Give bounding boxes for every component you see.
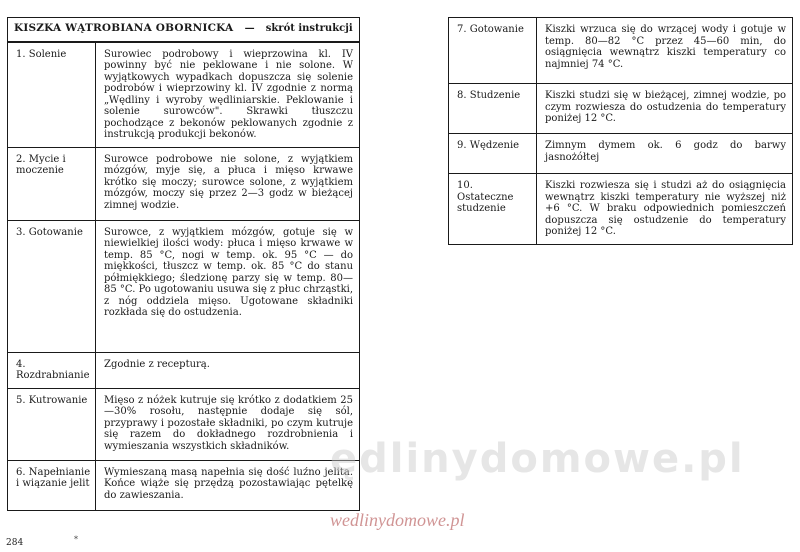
table-row xyxy=(449,134,793,174)
step-name-cell xyxy=(449,84,537,134)
step-name: Gotowanie xyxy=(469,24,524,35)
step-number: 8. xyxy=(457,90,467,101)
step-description: Surowce podrobowe nie solone, z wyjątkiem mózgów, myje się, a płuca i mięso krwawe krótko się moczy; surowce solone, z wyjątkiem mózgów, moczy się przez 2—3 godz w bieżącej zimnej wodzie. xyxy=(96,147,360,220)
page-mark: * xyxy=(74,535,78,544)
step-name: Gotowanie xyxy=(28,226,83,238)
table-row xyxy=(8,42,360,148)
table-row xyxy=(8,220,360,352)
title-dash: — xyxy=(244,23,255,34)
step-description: Kiszki rozwiesza się i studzi aż do osiągnięcia wewnątrz kiszki temperatury nie wyższej niż +6 °C. W braku odpowiednich pomieszczeń dopuszcza się ostudzenie do temperatury poniżej 12 °C. xyxy=(537,174,793,245)
instruction-table-right xyxy=(448,17,793,245)
step-number: 2. xyxy=(16,153,26,165)
step-number: 9. xyxy=(457,140,467,151)
step-number: 1. xyxy=(16,48,26,60)
step-name: Napełnianie i wiązanie jelit xyxy=(16,466,91,489)
step-name: Mycie i moczenie xyxy=(16,153,66,176)
document-subtitle: skrót instrukcji xyxy=(265,23,353,34)
step-number: 3. xyxy=(16,226,26,238)
step-name: Rozdrabnianie xyxy=(16,370,90,381)
watermark-large: ędlinydomowe.pl xyxy=(330,436,745,482)
step-description: Kiszki wrzuca się do wrzącej wody i gotuje w temp. 80—82 °C przez 45—60 min, do osiągnięcia wewnątrz kiszki temperatury co najmniej 74 °C. xyxy=(537,18,793,84)
table-row xyxy=(8,147,360,220)
step-description: Zimnym dymem ok. 6 godz do barwy jasnożółtej xyxy=(537,134,793,174)
step-name-cell xyxy=(8,147,96,220)
watermark-small: wedlinydomowe.pl xyxy=(330,510,465,530)
step-number: 5. xyxy=(16,394,26,406)
table-row xyxy=(8,460,360,510)
step-number: 7. xyxy=(457,24,467,35)
step-name: Solenie xyxy=(28,48,67,60)
instruction-table-left xyxy=(7,17,360,511)
table-header xyxy=(8,18,360,42)
step-number: 6. xyxy=(16,466,26,478)
step-description: Kiszki studzi się w bieżącej, zimnej wodzie, po czym rozwiesza do ostudzenia do temperatury poniżej 12 °C. xyxy=(537,84,793,134)
step-number: 10. xyxy=(457,180,473,191)
table-header-row xyxy=(8,18,360,42)
step-name: Wędzenie xyxy=(469,140,520,151)
step-name-cell xyxy=(8,42,96,148)
step-description: Wymieszaną masą napełnia się dość luźno jelita. Końce wiąże się przędzą pozostawiając pętelkę do zawieszania. xyxy=(96,460,360,510)
step-description: Mięso z nóżek kutruje się krótko z dodatkiem 25—30% rosołu, następnie dodaje się sól, przyprawy i pozostałe składniki, po czym kutruje się razem do dokładnego rozdrobnienia i wymieszania wszystkich składników. xyxy=(96,388,360,460)
document-title: KISZKA WĄTROBIANA OBORNICKA xyxy=(14,22,234,34)
step-description: Zgodnie z recepturą. xyxy=(96,352,360,388)
step-name-cell xyxy=(8,388,96,460)
step-name-cell xyxy=(8,460,96,510)
step-name-cell xyxy=(8,352,96,388)
table-row xyxy=(449,84,793,134)
step-name-cell xyxy=(449,18,537,84)
step-name: Studzenie xyxy=(469,90,521,101)
table-row xyxy=(449,18,793,84)
table-row xyxy=(449,174,793,245)
step-name-cell xyxy=(449,134,537,174)
step-name-cell xyxy=(8,220,96,352)
step-description: Surowiec podrobowy i wieprzowina kl. IV powinny być nie peklowane i nie solone. W wyjątkowych wypadkach dopuszcza się solenie podrobów i wieprzowiny kl. IV zgodnie z normą „Wędliny i wyroby wędliniarskie. Peklowanie i solenie surowców". Skrawki tłuszczu pochodzące z bekonów peklowanych zgodnie z instrukcją produkcji bekonów. xyxy=(96,42,360,148)
table-row xyxy=(8,352,360,388)
step-name-cell xyxy=(449,174,537,245)
page-number: 284 xyxy=(6,538,24,548)
step-description: Surowce, z wyjątkiem mózgów, gotuje się w niewielkiej ilości wody: płuca i mięso krwawe w temp. 85 °C, nogi w temp. ok. 95 °C — do miękkości, tłuszcz w temp. ok. 85 °C do stanu półmiękkiego; śledzionę parzy się w temp. 80—85 °C. Po ugotowaniu usuwa się z płuc chrząstki, z nóg oddziela mięso. Ugotowane składniki rozkłada się do ostudzenia. xyxy=(96,220,360,352)
step-name: Ostateczne studzenie xyxy=(457,191,514,214)
table-row xyxy=(8,388,360,460)
step-number: 4. xyxy=(16,358,26,370)
step-name: Kutrowanie xyxy=(28,394,88,406)
